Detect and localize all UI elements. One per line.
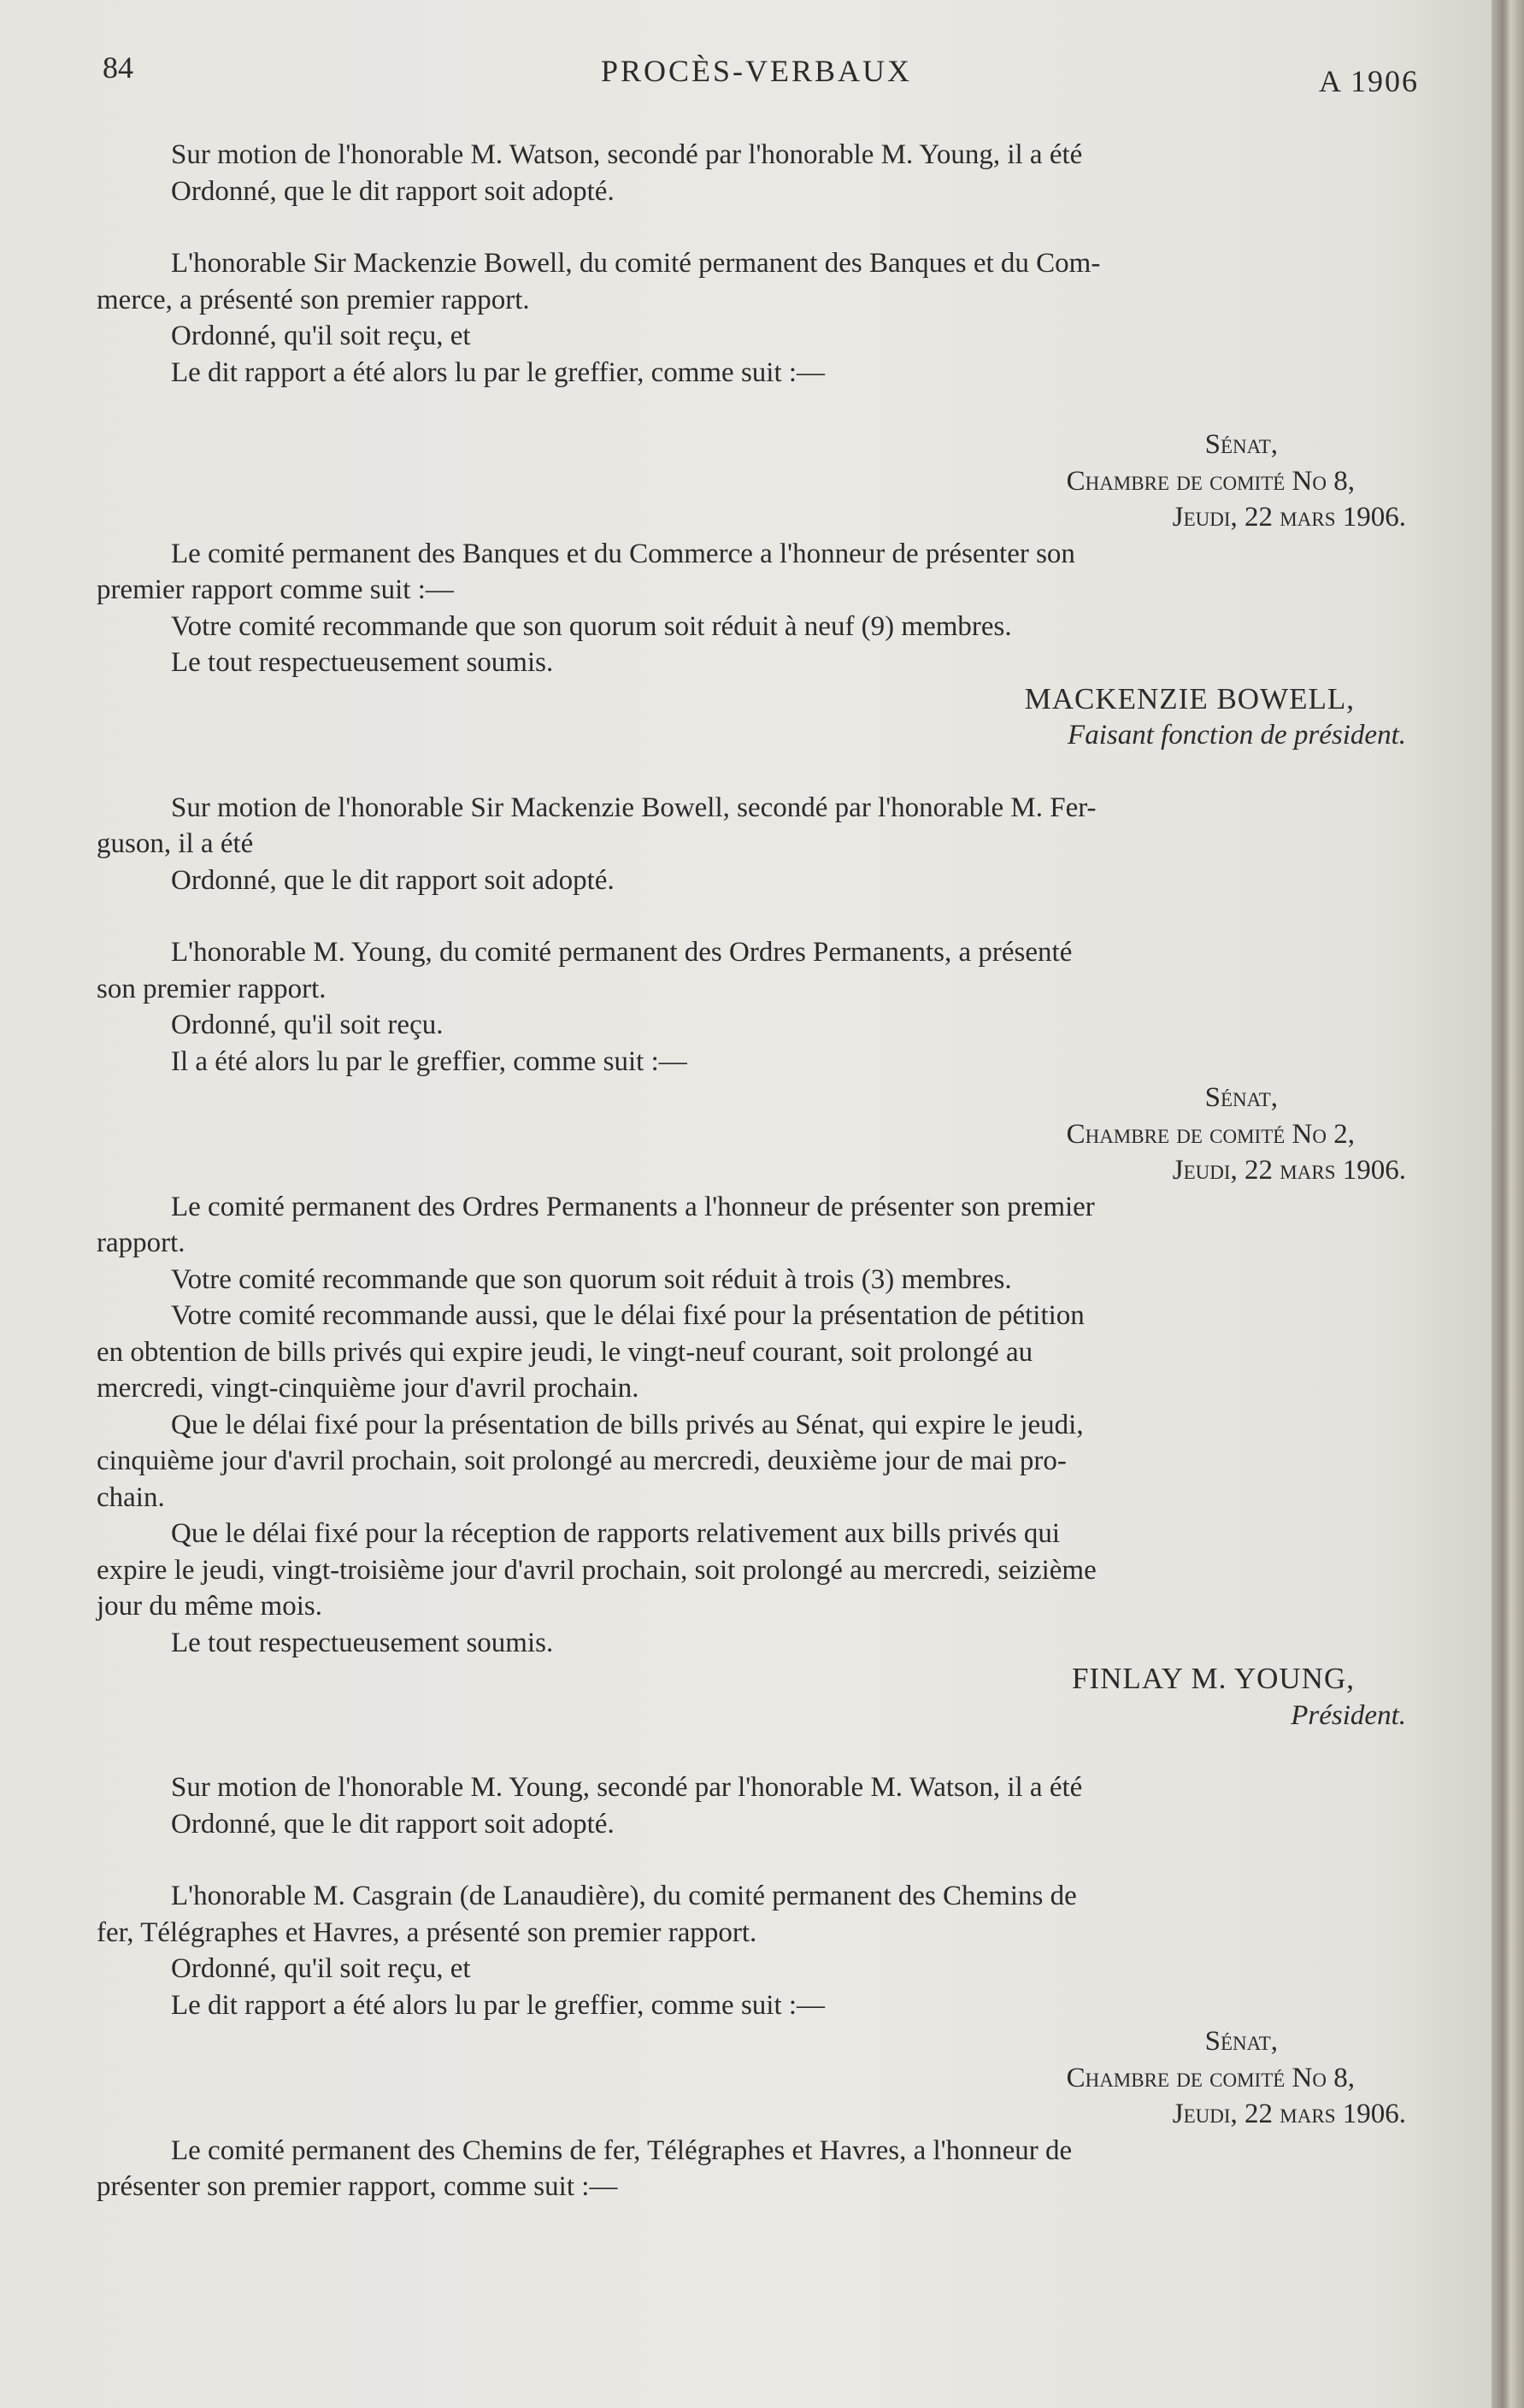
report-date: Jeudi, 22 mars 1906. [1172,1155,1406,1186]
senat-heading: Sénat, [1204,1082,1278,1113]
signature-title: Président. [1291,1699,1406,1731]
text-line: Sur motion de l'honorable M. Watson, secondé par l'honorable M. Young, il a été [171,139,1083,170]
text-line: Le comité permanent des Banques et du Commerce a l'honneur de présenter son [171,538,1075,569]
text-line: Sur motion de l'honorable Sir Mackenzie Bowell, secondé par l'honorable M. Fer- [171,792,1097,823]
text-line: Le comité permanent des Chemins de fer, Télégraphes et Havres, a l'honneur de [171,2134,1073,2166]
text-line: L'honorable M. Casgrain (de Lanaudière), du comité permanent des Chemins de [171,1881,1077,1911]
text-line: Votre comité recommande que son quorum soit réduit à trois (3) membres. [171,1263,1012,1295]
text-line: mercredi, vingt-cinquième jour d'avril prochain. [97,1373,639,1404]
senat-heading: Sénat, [1204,2026,1278,2057]
committee-room: Chambre de comité No 8, [1066,465,1355,497]
page-header [85,50,1427,101]
text-line: merce, a présenté son premier rapport. [97,284,530,315]
senat-heading: Sénat, [1204,429,1278,460]
text-line: présenter son premier rapport, comme suit :— [97,2171,618,2202]
committee-room: Chambre de comité No 2, [1066,1118,1355,1150]
text-line: cinquième jour d'avril prochain, soit prolongé au mercredi, deuxième jour de mai pro- [97,1445,1067,1476]
text-line: Ordonné, qu'il soit reçu, et [171,1953,471,1984]
text-line: Sur motion de l'honorable M. Young, secondé par l'honorable M. Watson, il a été [171,1772,1083,1803]
year: A 1906 [1318,64,1419,98]
signature: FINLAY M. YOUNG, [1071,1662,1355,1695]
text-line: Ordonné, qu'il soit reçu, et [171,321,471,351]
text-line: en obtention de bills privés qui expire jeudi, le vingt-neuf courant, soit prolongé au [97,1336,1033,1368]
running-title: PROCÈS-VERBAUX [600,54,913,88]
text-line: premier rapport comme suit :— [97,574,454,605]
text-line: jour du même mois. [97,1591,322,1622]
text-line: expire le jeudi, vingt-troisième jour d'avril prochain, soit prolongé au mercredi, seizième [97,1554,1097,1586]
text-line: fer, Télégraphes et Havres, a présenté son premier rapport. [97,1916,757,1948]
report-date: Jeudi, 22 mars 1906. [1172,502,1406,533]
text-line: chain. [97,1481,165,1513]
committee-room: Chambre de comité No 8, [1066,2062,1355,2093]
text-line: Ordonné, que le dit rapport soit adopté. [171,864,615,896]
signature: MACKENZIE BOWELL, [1024,681,1355,715]
page-body [81,137,1423,2205]
text-line: rapport. [97,1228,185,1258]
text-line: Ordonné, que le dit rapport soit adopté. [171,175,615,207]
text-line: L'honorable M. Young, du comité permanent des Ordres Permanents, a présenté [171,937,1073,968]
page-number: 84 [103,50,133,85]
text-line: Le dit rapport a été alors lu par le greffier, comme suit :— [171,356,826,388]
page-binding-edge [1492,0,1524,2408]
text-line: Que le délai fixé pour la présentation de bills privés au Sénat, qui expire le jeudi, [171,1409,1084,1440]
text-line: Le tout respectueusement soumis. [171,1627,554,1658]
text-line: Le dit rapport a été alors lu par le greffier, comme suit :— [171,1989,826,2021]
text-line: Il a été alors lu par le greffier, comme suit :— [171,1045,687,1077]
text-line: Le tout respectueusement soumis. [171,647,554,678]
text-line: Ordonné, qu'il soit reçu. [171,1010,444,1040]
text-line: L'honorable Sir Mackenzie Bowell, du comité permanent des Banques et du Com- [171,248,1101,279]
text-line: Le comité permanent des Ordres Permanents a l'honneur de présenter son premier [171,1191,1095,1222]
text-line: Ordonné, que le dit rapport soit adopté. [171,1808,615,1840]
text-line: guson, il a été [97,828,254,859]
signature-title: Faisant fonction de président. [1068,720,1406,751]
text-line: Votre comité recommande que son quorum soit réduit à neuf (9) membres. [171,610,1012,642]
text-line: Que le délai fixé pour la réception de rapports relativement aux bills privés qui [171,1518,1061,1549]
text-line: Votre comité recommande aussi, que le délai fixé pour la présentation de pétition [171,1300,1085,1331]
text-line: son premier rapport. [97,973,327,1004]
report-date: Jeudi, 22 mars 1906. [1172,2099,1406,2129]
